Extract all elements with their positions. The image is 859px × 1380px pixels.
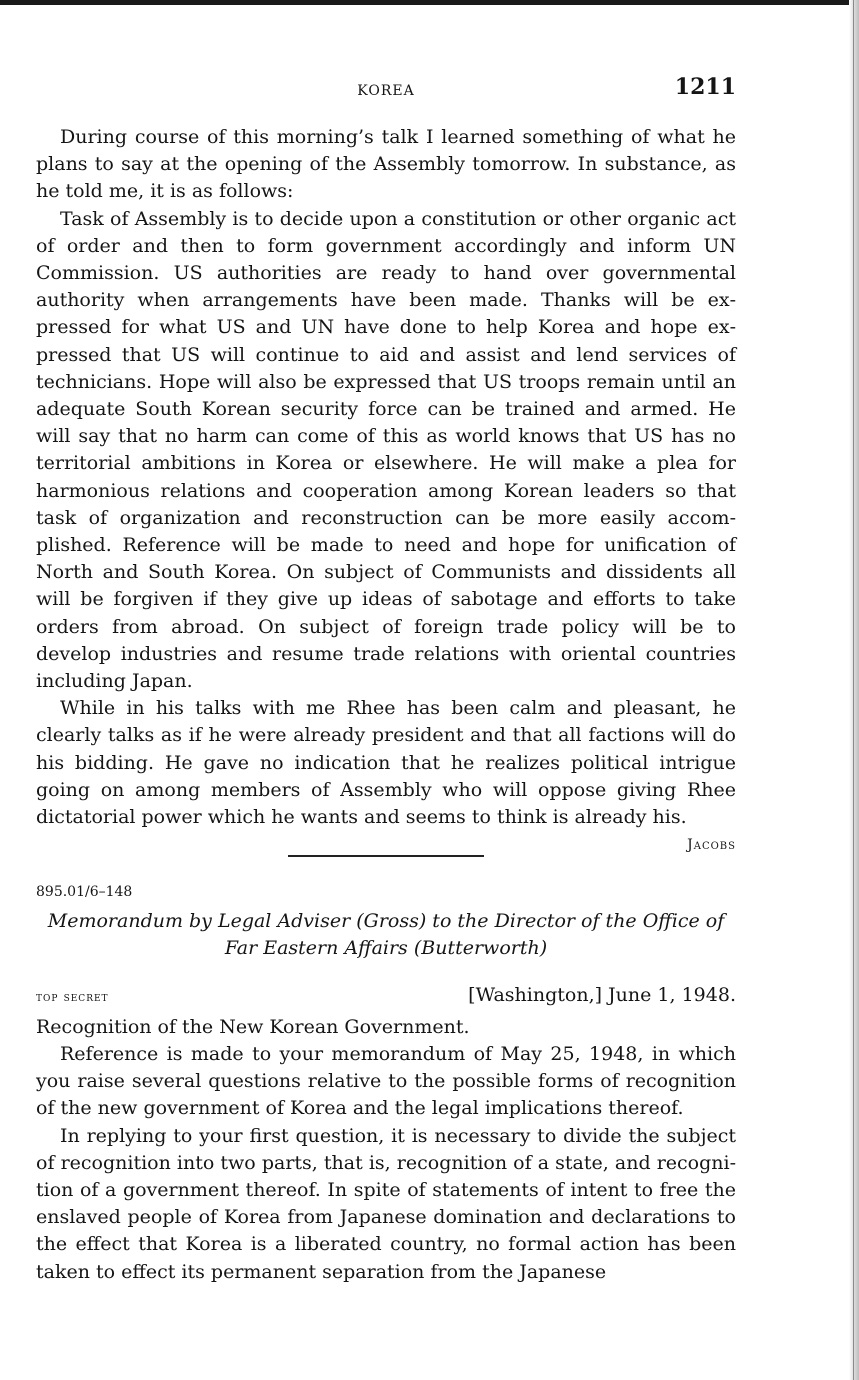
- letter-paragraph: During course of this morning’s talk I learned something of what he plans to say at the opening of the Assembly tomorrow. In substance, as he told me, it is as follows:: [36, 126, 736, 203]
- memo-body: [36, 1014, 736, 1286]
- top-border: [0, 0, 859, 5]
- memo-paragraph: Reference is made to your memorandum of May 25, 1948, in which you raise several questions relative to the possible forms of recognition of the new government of Korea and the legal implications thereof.: [36, 1043, 736, 1120]
- classification-label: top secret: [36, 990, 109, 1005]
- section-divider: [288, 855, 484, 857]
- signature: Jacobs: [687, 837, 736, 854]
- letter-body: [36, 124, 736, 857]
- letter-paragraph: Task of Assembly is to decide upon a constitution or other organic act of order and then to form government accordingly and inform UN Commission. US authorities are ready to hand over governmental authority when arrangements have been made. Thanks will be expressed for what US and UN have done to help Korea and hope expressed that US will continue to aid and assist and lend services of technicians. Hope will also be expressed that US troops remain until an adequate South Korean security force can be trained and armed. He will say that no harm can come of this as world knows that US has no territorial ambitions in Korea or elsewhere. He will make a plea for harmonious relations and cooperation among Korean leaders so that task of organization and reconstruction can be more easily accomplished. Reference will be made to need and hope for unification of North and South Korea. On subject of Communists and dissidents all will be forgiven if they give up ideas of sabotage and efforts to take orders from abroad. On subject of foreign trade policy will be to develop industries and resume trade relations with oriental countries including Japan.: [36, 207, 736, 693]
- memo-title: Memorandum by Legal Adviser (Gross) to the Director of the Office of Far Eastern Affairs (Butterworth): [47, 910, 725, 959]
- memo-paragraph: In replying to your first question, it is necessary to divide the subject of recognition into two parts, that is, recognition of a state, and recognition of a government thereof. In spite of statements of intent to free the enslaved people of Korea from Japanese domination and declarations to the effect that Korea is a liberated country, no formal action has been taken to effect its permanent separation from the Japanese: [36, 1124, 736, 1283]
- memo-subject: Recognition of the New Korean Government.: [36, 1016, 470, 1038]
- letter-paragraph: While in his talks with me Rhee has been calm and pleasant, he clearly talks as if he were already president and that all factions will do his bidding. He gave no indication that he realizes political intrigue going on among members of Assembly who will oppose giving Rhee dictatorial power which he wants and seems to think is already his.: [36, 697, 736, 829]
- page-header: [36, 74, 736, 108]
- running-head: KOREA: [357, 83, 415, 99]
- dateline: [Washington,] June 1, 1948.: [468, 984, 736, 1006]
- file-number: 895.01/6–148: [36, 884, 133, 900]
- page-number: 1211: [674, 74, 736, 100]
- page-edge: [849, 0, 859, 1380]
- memo-header-row: [36, 984, 736, 1012]
